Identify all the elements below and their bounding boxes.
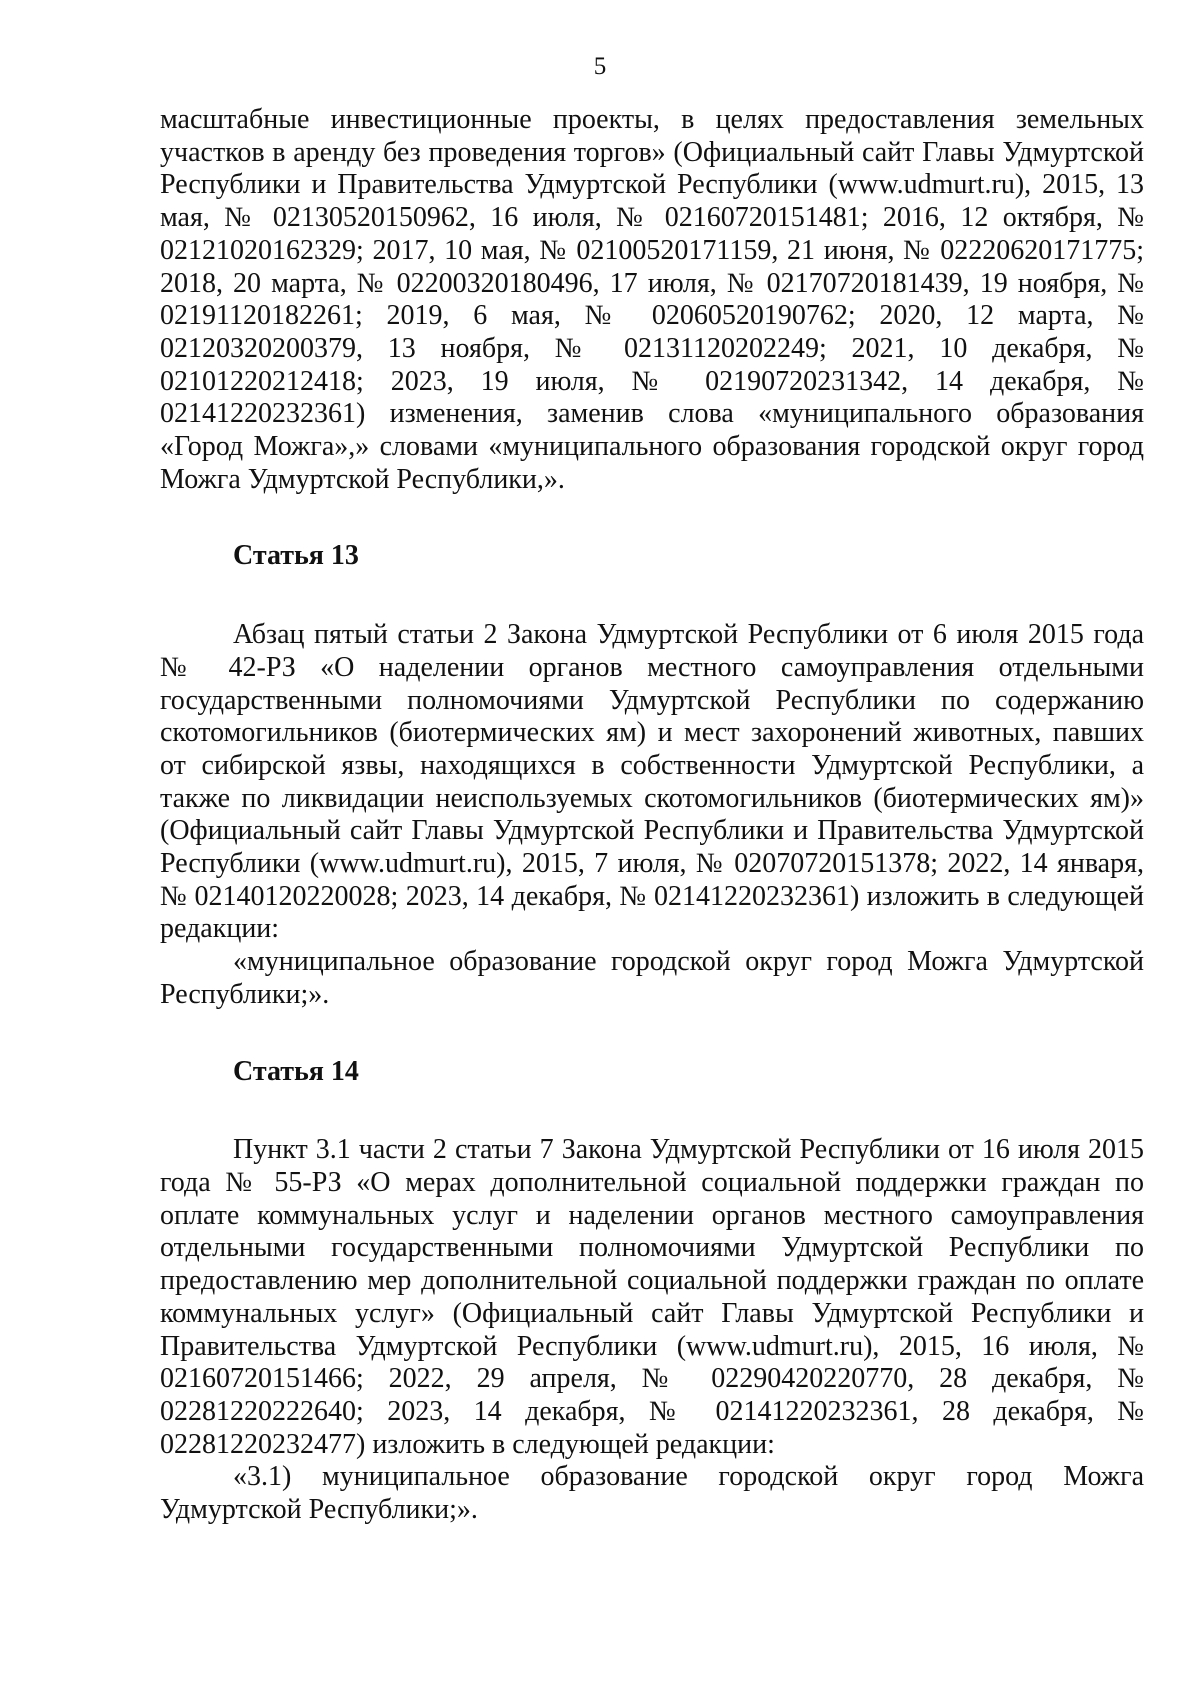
article-13 (160, 540, 1144, 1011)
article-paragraph: Пункт 3.1 части 2 статьи 7 Закона Удмуртской Республики от 16 июля 2015 года № 55-РЗ «О мерах дополнительной социальной поддержки граждан по оплате коммунальных услуг и наделении органов местного самоуправления отдельными государственными полномочиями Удмуртской Республики по предоставлению мер дополнительной социальной поддержки граждан по оплате коммунальных услуг» (Официальный сайт Главы Удмуртской Республики и Правительства Удмуртской Республики (www.udmurt.ru), 2015, 16 июля, № 02160720151466; 2022, 29 апреля, № 02290420220770, 28 декабря, № 02281220222640; 2023, 14 декабря, № 02141220232361, 28 декабря, № 02281220232477) изложить в следующей редакции: (160, 1134, 1144, 1460)
article-paragraph: «муниципальное образование городской округ город Можга Удмуртской Республики;». (160, 946, 1144, 1010)
article-paragraph: «3.1) муниципальное образование городской округ город Можга Удмуртской Республики;». (160, 1461, 1144, 1526)
article-14 (160, 1056, 1144, 1527)
article-title: Статья 14 (233, 1055, 359, 1087)
page-number: 5 (593, 53, 607, 80)
article-title: Статья 13 (233, 540, 359, 572)
article-paragraph: Абзац пятый статьи 2 Закона Удмуртской Республики от 6 июля 2015 года № 42-РЗ «О наделении органов местного самоуправления отдельными государственными полномочиями Удмуртской Республики по содержанию скотомогильников (биотермических ям) и мест захоронений животных, павших от сибирской язвы, находящихся в собственности Удмуртской Республики, а также по ликвидации неиспользуемых скотомогильников (биотермических ям)» (Официальный сайт Главы Удмуртской Республики и Правительства Удмуртской Республики (www.udmurt.ru), 2015, 7 июля, № 02070720151378; 2022, 14 января, № 02140120220028; 2023, 14 декабря, № 02141220232361) изложить в следующей редакции: (160, 619, 1144, 945)
document-body (160, 104, 1144, 1527)
intro-paragraph: масштабные инвестиционные проекты, в целях предоставления земельных участков в аренду без проведения торгов» (Официальный сайт Главы Удмуртской Республики и Правительства Удмуртской Республики (www.udmurt.ru), 2015, 13 мая, № 02130520150962, 16 июля, № 02160720151481; 2016, 12 октября, № 02121020162329; 2017, 10 мая, № 02100520171159, 21 июня, № 02220620171775; 2018, 20 марта, № 02200320180496, 17 июля, № 02170720181439, 19 ноября, № 02191120182261; 2019, 6 мая, № 02060520190762; 2020, 12 марта, № 02120320200379, 13 ноября, № 02131120202249; 2021, 10 декабря, № 02101220212418; 2023, 19 июля, № 02190720231342, 14 декабря, № 02141220232361) изменения, заменив слова «муниципального образования «Город Можга»,» словами «муниципального образования городской округ город Можга Удмуртской Республики,». (160, 104, 1144, 495)
